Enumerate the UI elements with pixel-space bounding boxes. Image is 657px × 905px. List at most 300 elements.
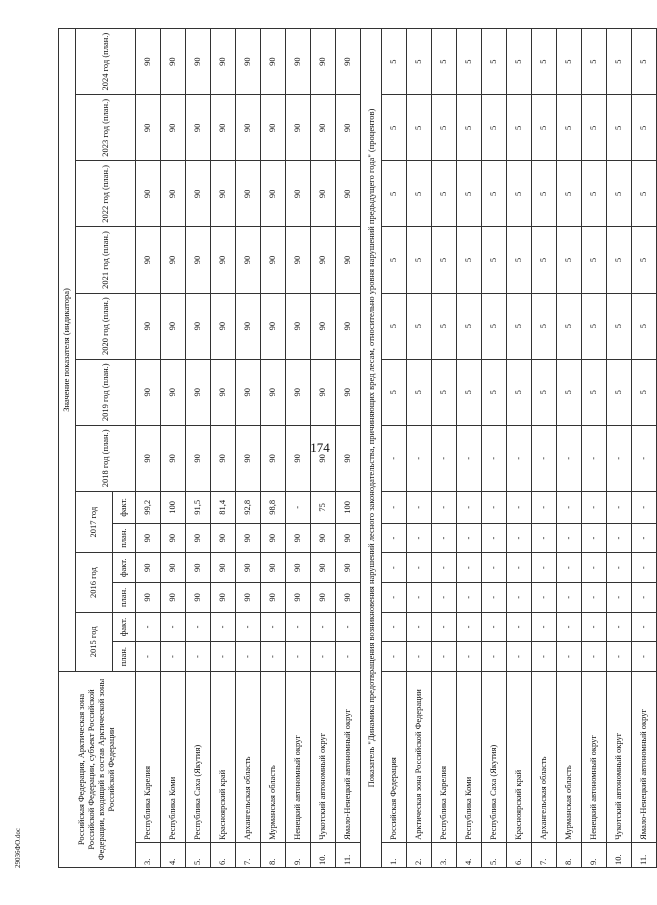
row-number: 2. xyxy=(406,842,431,867)
table-row xyxy=(406,29,431,868)
region-name: Республика Коми xyxy=(456,671,481,842)
value-cell: 90 xyxy=(236,425,261,491)
value-cell: 5 xyxy=(381,227,406,293)
row-number: 5. xyxy=(186,842,211,867)
value-cell: - xyxy=(606,425,631,491)
row-number: 4. xyxy=(456,842,481,867)
value-cell: - xyxy=(431,425,456,491)
header-fact: факт. xyxy=(113,553,136,583)
value-cell: 90 xyxy=(261,29,286,95)
value-cell: 90 xyxy=(211,29,236,95)
value-cell: 90 xyxy=(136,553,161,583)
region-name: Красноярский край xyxy=(506,671,531,842)
value-cell: 90 xyxy=(186,359,211,425)
value-cell: 90 xyxy=(161,95,186,161)
value-cell: - xyxy=(581,553,606,583)
value-cell: 90 xyxy=(136,95,161,161)
header-2022: 2022 год (план.) xyxy=(76,161,136,227)
value-cell: 90 xyxy=(136,293,161,359)
rotated-table-container xyxy=(58,28,648,868)
value-cell: 5 xyxy=(556,95,581,161)
value-cell: 90 xyxy=(211,583,236,613)
row-number: 3. xyxy=(431,842,456,867)
row-number: 10. xyxy=(606,842,631,867)
value-cell: - xyxy=(631,523,656,553)
value-cell: 5 xyxy=(531,29,556,95)
value-cell: 5 xyxy=(406,359,431,425)
row-number: 1. xyxy=(381,842,406,867)
value-cell: - xyxy=(456,642,481,672)
value-cell: 5 xyxy=(431,227,456,293)
value-cell: 90 xyxy=(186,553,211,583)
row-number: 10. xyxy=(311,842,336,867)
value-cell: 90 xyxy=(286,425,311,491)
value-cell: 5 xyxy=(431,95,456,161)
value-cell: 90 xyxy=(136,359,161,425)
value-cell: - xyxy=(286,491,311,523)
value-cell: 90 xyxy=(336,425,361,491)
row-number: 3. xyxy=(136,842,161,867)
value-cell: - xyxy=(261,612,286,642)
value-cell: 5 xyxy=(381,95,406,161)
value-cell: 5 xyxy=(581,95,606,161)
value-cell: - xyxy=(481,491,506,523)
value-cell: 90 xyxy=(311,161,336,227)
value-cell: - xyxy=(481,612,506,642)
value-cell: - xyxy=(556,583,581,613)
value-cell: 5 xyxy=(456,161,481,227)
value-cell: - xyxy=(186,642,211,672)
value-cell: 5 xyxy=(631,359,656,425)
value-cell: 5 xyxy=(431,293,456,359)
value-cell: - xyxy=(531,523,556,553)
value-cell: - xyxy=(406,642,431,672)
value-cell: 90 xyxy=(311,95,336,161)
region-name: Чукотский автономный округ xyxy=(311,671,336,842)
value-cell: 90 xyxy=(336,583,361,613)
value-cell: 90 xyxy=(136,29,161,95)
value-cell: - xyxy=(531,425,556,491)
value-cell: 90 xyxy=(261,95,286,161)
value-cell: 90 xyxy=(136,161,161,227)
value-cell: 90 xyxy=(136,523,161,553)
value-cell: 90 xyxy=(236,523,261,553)
value-cell: 5 xyxy=(606,95,631,161)
value-cell: 90 xyxy=(136,425,161,491)
value-cell: 5 xyxy=(631,29,656,95)
value-cell: 90 xyxy=(136,227,161,293)
value-cell: 90 xyxy=(211,293,236,359)
value-cell: - xyxy=(481,523,506,553)
value-cell: - xyxy=(556,642,581,672)
value-cell: - xyxy=(556,523,581,553)
value-cell: - xyxy=(286,612,311,642)
region-name: Арктическая зона Российской Федерации xyxy=(406,671,431,842)
region-name: Ямало-Ненецкий автономный округ xyxy=(336,671,361,842)
value-cell: - xyxy=(381,491,406,523)
region-name: Республика Коми xyxy=(161,671,186,842)
value-cell: 5 xyxy=(581,161,606,227)
value-cell: - xyxy=(381,553,406,583)
value-cell: 90 xyxy=(286,523,311,553)
value-cell: 90 xyxy=(286,227,311,293)
value-cell: 5 xyxy=(531,293,556,359)
header-2021: 2021 год (план.) xyxy=(76,227,136,293)
value-cell: - xyxy=(406,491,431,523)
region-name: Чукотский автономный округ xyxy=(606,671,631,842)
value-cell: 75 xyxy=(311,491,336,523)
value-cell: - xyxy=(506,583,531,613)
value-cell: 5 xyxy=(506,227,531,293)
value-cell: 90 xyxy=(261,293,286,359)
region-name: Красноярский край xyxy=(211,671,236,842)
value-cell: - xyxy=(456,523,481,553)
value-cell: 90 xyxy=(311,425,336,491)
value-cell: 5 xyxy=(431,161,456,227)
value-cell: - xyxy=(631,491,656,523)
value-cell: 5 xyxy=(631,161,656,227)
region-name: Российская Федерация xyxy=(381,671,406,842)
region-name: Архангельская область xyxy=(236,671,261,842)
value-cell: - xyxy=(406,553,431,583)
value-cell: 5 xyxy=(606,161,631,227)
value-cell: 90 xyxy=(161,425,186,491)
value-cell: 90 xyxy=(161,29,186,95)
value-cell: 90 xyxy=(261,227,286,293)
region-name: Республика Карелия xyxy=(431,671,456,842)
value-cell: 5 xyxy=(481,293,506,359)
value-cell: - xyxy=(531,491,556,523)
value-cell: 5 xyxy=(556,227,581,293)
value-cell: 90 xyxy=(236,583,261,613)
header-2023: 2023 год (план.) xyxy=(76,95,136,161)
indicator-table xyxy=(58,28,657,868)
value-cell: - xyxy=(406,612,431,642)
value-cell: 90 xyxy=(286,161,311,227)
value-cell: - xyxy=(161,642,186,672)
value-cell: - xyxy=(456,425,481,491)
value-cell: 90 xyxy=(336,523,361,553)
table-row xyxy=(531,29,556,868)
value-cell: 5 xyxy=(606,227,631,293)
row-number: 8. xyxy=(261,842,286,867)
value-cell: 5 xyxy=(381,29,406,95)
value-cell: - xyxy=(456,491,481,523)
value-cell: 5 xyxy=(406,161,431,227)
value-cell: - xyxy=(631,612,656,642)
value-cell: - xyxy=(456,553,481,583)
value-cell: - xyxy=(581,491,606,523)
table-row xyxy=(456,29,481,868)
value-cell: 90 xyxy=(236,293,261,359)
value-cell: - xyxy=(531,583,556,613)
value-cell: 5 xyxy=(506,359,531,425)
header-2020: 2020 год (план.) xyxy=(76,293,136,359)
region-name: Республика Саха (Якутия) xyxy=(186,671,211,842)
value-cell: 90 xyxy=(336,293,361,359)
value-cell: 98,8 xyxy=(261,491,286,523)
value-cell: 90 xyxy=(311,293,336,359)
value-cell: - xyxy=(481,642,506,672)
value-cell: 90 xyxy=(311,553,336,583)
value-cell: 90 xyxy=(161,523,186,553)
header-2018: 2018 год (план.) xyxy=(76,425,136,491)
value-cell: - xyxy=(481,553,506,583)
value-cell: 90 xyxy=(211,161,236,227)
row-number: 6. xyxy=(211,842,236,867)
value-cell: - xyxy=(381,523,406,553)
value-cell: 90 xyxy=(161,583,186,613)
value-cell: - xyxy=(631,583,656,613)
value-cell: 5 xyxy=(506,95,531,161)
value-cell: 90 xyxy=(261,425,286,491)
value-cell: - xyxy=(606,583,631,613)
value-cell: - xyxy=(631,642,656,672)
value-cell: - xyxy=(286,642,311,672)
value-cell: 5 xyxy=(456,95,481,161)
table-row xyxy=(556,29,581,868)
region-name: Мурманская область xyxy=(556,671,581,842)
header-2024: 2024 год (план.) xyxy=(76,29,136,95)
value-cell: 92,8 xyxy=(236,491,261,523)
value-cell: 90 xyxy=(211,359,236,425)
value-cell: 90 xyxy=(236,359,261,425)
value-cell: 5 xyxy=(631,293,656,359)
value-cell: 90 xyxy=(161,553,186,583)
row-number: 9. xyxy=(286,842,311,867)
value-cell: 90 xyxy=(286,293,311,359)
value-cell: - xyxy=(236,642,261,672)
value-cell: 90 xyxy=(211,95,236,161)
value-cell: 90 xyxy=(161,293,186,359)
value-cell: 5 xyxy=(506,29,531,95)
table-row xyxy=(286,29,311,868)
row-number: 7. xyxy=(236,842,261,867)
value-cell: - xyxy=(581,583,606,613)
value-cell: - xyxy=(456,612,481,642)
value-cell: 90 xyxy=(136,583,161,613)
table-row xyxy=(631,29,656,868)
value-cell: - xyxy=(556,612,581,642)
value-cell: 90 xyxy=(211,523,236,553)
value-cell: 5 xyxy=(556,359,581,425)
value-cell: 100 xyxy=(161,491,186,523)
region-name: Ямало-Ненецкий автономный округ xyxy=(631,671,656,842)
value-cell: 5 xyxy=(581,359,606,425)
value-cell: - xyxy=(456,583,481,613)
value-cell: 90 xyxy=(186,95,211,161)
value-cell: - xyxy=(381,642,406,672)
section-title: Показатель "Динамика предотвращения возникновения нарушений лесного законодательства, причиняющих вред лесам, относительно уровня нарушений предыдущего года" (процентов) xyxy=(361,29,382,868)
value-cell: 5 xyxy=(381,161,406,227)
row-number: 6. xyxy=(506,842,531,867)
value-cell: 90 xyxy=(336,359,361,425)
value-cell: 5 xyxy=(606,29,631,95)
value-cell: 90 xyxy=(261,583,286,613)
region-name: Республика Саха (Якутия) xyxy=(481,671,506,842)
value-cell: 5 xyxy=(481,161,506,227)
table-row xyxy=(161,29,186,868)
value-cell: - xyxy=(581,642,606,672)
value-cell: 5 xyxy=(381,359,406,425)
value-cell: - xyxy=(506,553,531,583)
value-cell: - xyxy=(431,523,456,553)
value-cell: 90 xyxy=(261,359,286,425)
value-cell: 90 xyxy=(311,359,336,425)
value-cell: - xyxy=(506,491,531,523)
table-row xyxy=(381,29,406,868)
value-cell: - xyxy=(606,523,631,553)
value-cell: 90 xyxy=(336,553,361,583)
value-cell: - xyxy=(431,553,456,583)
value-cell: 81,4 xyxy=(211,491,236,523)
value-cell: - xyxy=(531,642,556,672)
value-cell: - xyxy=(381,425,406,491)
value-cell: - xyxy=(336,642,361,672)
row-number: 11. xyxy=(631,842,656,867)
value-cell: 90 xyxy=(186,583,211,613)
value-cell: - xyxy=(236,612,261,642)
value-cell: 90 xyxy=(311,523,336,553)
value-cell: - xyxy=(161,612,186,642)
value-cell: 5 xyxy=(481,227,506,293)
value-cell: - xyxy=(431,612,456,642)
value-cell: 90 xyxy=(161,227,186,293)
value-cell: - xyxy=(531,553,556,583)
value-cell: - xyxy=(506,523,531,553)
value-cell: 90 xyxy=(336,29,361,95)
value-cell: 90 xyxy=(261,553,286,583)
value-cell: 5 xyxy=(431,29,456,95)
value-cell: - xyxy=(581,425,606,491)
value-cell: 90 xyxy=(186,425,211,491)
value-cell: - xyxy=(606,553,631,583)
table-row xyxy=(236,29,261,868)
row-number: 4. xyxy=(161,842,186,867)
value-cell: 5 xyxy=(531,359,556,425)
value-cell: 90 xyxy=(186,227,211,293)
value-cell: 5 xyxy=(556,29,581,95)
table-row xyxy=(311,29,336,868)
value-cell: 5 xyxy=(406,29,431,95)
value-cell: 90 xyxy=(286,583,311,613)
value-cell: - xyxy=(336,612,361,642)
value-cell: 5 xyxy=(581,227,606,293)
table-row xyxy=(211,29,236,868)
value-cell: - xyxy=(406,425,431,491)
value-cell: 5 xyxy=(556,293,581,359)
value-cell: - xyxy=(406,583,431,613)
value-cell: - xyxy=(136,642,161,672)
value-cell: 5 xyxy=(506,161,531,227)
value-cell: - xyxy=(631,425,656,491)
value-cell: 90 xyxy=(236,553,261,583)
value-cell: 5 xyxy=(606,359,631,425)
value-cell: - xyxy=(506,612,531,642)
value-cell: - xyxy=(556,491,581,523)
value-cell: - xyxy=(381,583,406,613)
table-row xyxy=(136,29,161,868)
value-cell: - xyxy=(186,612,211,642)
value-cell: - xyxy=(506,425,531,491)
header-2019: 2019 год (план.) xyxy=(76,359,136,425)
value-cell: - xyxy=(211,642,236,672)
value-cell: 5 xyxy=(406,95,431,161)
value-cell: 90 xyxy=(186,523,211,553)
value-cell: 5 xyxy=(556,161,581,227)
value-cell: 90 xyxy=(211,553,236,583)
value-cell: 90 xyxy=(236,227,261,293)
section-title-row xyxy=(361,29,382,868)
value-cell: 90 xyxy=(286,95,311,161)
table-row xyxy=(606,29,631,868)
value-cell: 90 xyxy=(211,227,236,293)
header-2017: 2017 год xyxy=(76,491,113,553)
value-cell: 5 xyxy=(381,293,406,359)
value-cell: 90 xyxy=(286,29,311,95)
value-cell: - xyxy=(581,523,606,553)
value-cell: - xyxy=(136,612,161,642)
value-cell: 90 xyxy=(186,161,211,227)
value-cell: 90 xyxy=(211,425,236,491)
table-row xyxy=(336,29,361,868)
value-cell: 5 xyxy=(481,95,506,161)
header-2015: 2015 год xyxy=(76,612,113,671)
value-cell: - xyxy=(506,642,531,672)
value-cell: 91,5 xyxy=(186,491,211,523)
value-cell: 90 xyxy=(236,29,261,95)
value-cell: 90 xyxy=(261,161,286,227)
header-value-group: Значение показателя (индикатора) xyxy=(59,29,76,672)
value-cell: 5 xyxy=(606,293,631,359)
page-number: 174 xyxy=(310,440,330,455)
value-cell: - xyxy=(311,612,336,642)
region-name: Республика Карелия xyxy=(136,671,161,842)
header-2016: 2016 год xyxy=(76,553,113,612)
value-cell: - xyxy=(381,612,406,642)
header-plan: план. xyxy=(113,523,136,553)
value-cell: 99,2 xyxy=(136,491,161,523)
value-cell: 90 xyxy=(336,161,361,227)
value-cell: - xyxy=(481,425,506,491)
value-cell: 90 xyxy=(261,523,286,553)
value-cell: 100 xyxy=(336,491,361,523)
region-name: Мурманская область xyxy=(261,671,286,842)
value-cell: 90 xyxy=(186,29,211,95)
value-cell: 90 xyxy=(161,359,186,425)
value-cell: - xyxy=(531,612,556,642)
value-cell: - xyxy=(581,612,606,642)
value-cell: 5 xyxy=(456,293,481,359)
row-number: 11. xyxy=(336,842,361,867)
value-cell: 5 xyxy=(431,359,456,425)
footer-code: 29036ФО.doc xyxy=(14,827,22,868)
header-plan: план. xyxy=(113,583,136,613)
region-name: Ненецкий автономный округ xyxy=(581,671,606,842)
row-number: 8. xyxy=(556,842,581,867)
header-fact: факт. xyxy=(113,612,136,642)
table-row xyxy=(261,29,286,868)
table-header xyxy=(59,29,136,868)
value-cell: 90 xyxy=(311,29,336,95)
region-name: Ненецкий автономный округ xyxy=(286,671,311,842)
header-plan: план. xyxy=(113,642,136,672)
table-row xyxy=(581,29,606,868)
header-fact: факт. xyxy=(113,491,136,523)
value-cell: 90 xyxy=(336,227,361,293)
value-cell: 90 xyxy=(286,553,311,583)
value-cell: 5 xyxy=(456,359,481,425)
